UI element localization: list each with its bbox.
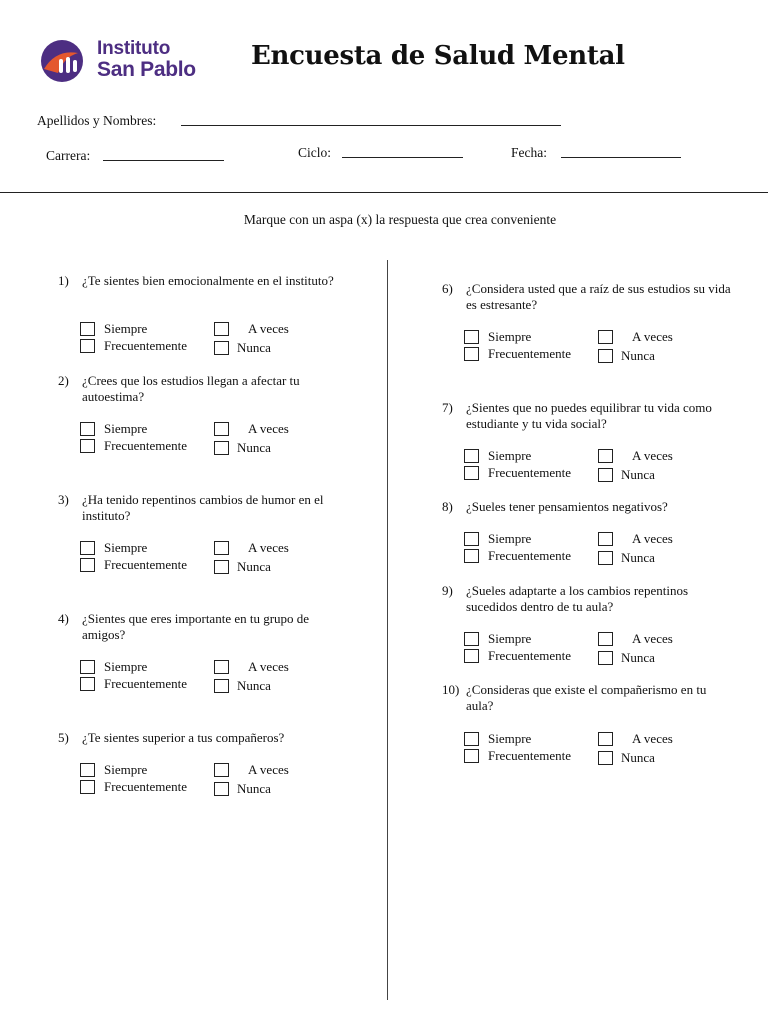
a-veces-checkbox[interactable] <box>598 449 613 463</box>
a-veces-label: A veces <box>248 540 289 555</box>
siempre-checkbox[interactable] <box>80 763 95 777</box>
nunca-label: Nunca <box>621 348 655 363</box>
question-number: 9) <box>442 583 453 598</box>
nunca-checkbox[interactable] <box>214 560 229 574</box>
question-number: 10) <box>442 682 460 697</box>
nunca-checkbox[interactable] <box>598 651 613 665</box>
siempre-label: Siempre <box>488 448 532 463</box>
frecuentemente-label: Frecuentemente <box>488 748 572 763</box>
siempre-label: Siempre <box>104 659 148 674</box>
a-veces-checkbox[interactable] <box>598 532 613 546</box>
nunca-label: Nunca <box>237 781 271 796</box>
nunca-checkbox[interactable] <box>598 751 613 765</box>
siempre-checkbox[interactable] <box>80 322 95 336</box>
question-number: 8) <box>442 499 453 514</box>
question-text: ¿Sueles adaptarte a los cambios repentinos sucedidos dentro de tu aula? <box>466 583 689 614</box>
instituto-san-pablo-logo-icon <box>38 39 86 83</box>
a-veces-checkbox[interactable] <box>214 660 229 674</box>
logo-text-line1: Instituto <box>97 38 171 59</box>
siempre-checkbox[interactable] <box>464 732 479 746</box>
siempre-label: Siempre <box>104 762 148 777</box>
a-veces-label: A veces <box>248 421 289 436</box>
logo-text-line2: San Pablo <box>97 58 196 81</box>
nunca-checkbox[interactable] <box>598 349 613 363</box>
question-number: 5) <box>58 730 69 745</box>
frecuentemente-checkbox[interactable] <box>464 347 479 361</box>
question-text: ¿Considera usted que a raíz de sus estudios su vida es estresante? <box>466 281 731 312</box>
siempre-label: Siempre <box>104 421 148 436</box>
fecha-field[interactable] <box>561 157 681 158</box>
question-number: 2) <box>58 373 69 388</box>
a-veces-checkbox[interactable] <box>214 541 229 555</box>
nunca-label: Nunca <box>237 440 271 455</box>
siempre-checkbox[interactable] <box>464 449 479 463</box>
siempre-checkbox[interactable] <box>464 532 479 546</box>
question-number: 1) <box>58 273 69 288</box>
question-text: ¿Sueles tener pensamientos negativos? <box>466 499 668 514</box>
siempre-label: Siempre <box>488 531 532 546</box>
question-text: ¿Crees que los estudios llegan a afectar tu autoestima? <box>82 373 300 404</box>
frecuentemente-label: Frecuentemente <box>104 438 188 453</box>
nunca-label: Nunca <box>237 678 271 693</box>
frecuentemente-checkbox[interactable] <box>464 749 479 763</box>
carrera-field[interactable] <box>103 160 224 161</box>
nunca-label: Nunca <box>621 750 655 765</box>
frecuentemente-label: Frecuentemente <box>488 346 572 361</box>
frecuentemente-checkbox[interactable] <box>80 780 95 794</box>
ciclo-field[interactable] <box>342 157 463 158</box>
a-veces-label: A veces <box>632 631 673 646</box>
a-veces-checkbox[interactable] <box>598 732 613 746</box>
nunca-label: Nunca <box>621 550 655 565</box>
question-number: 6) <box>442 281 453 296</box>
frecuentemente-checkbox[interactable] <box>464 649 479 663</box>
question-text: ¿Sientes que no puedes equilibrar tu vida como estudiante y tu vida social? <box>466 400 712 431</box>
question-text: ¿Te sientes bien emocionalmente en el instituto? <box>82 273 334 288</box>
a-veces-checkbox[interactable] <box>214 322 229 336</box>
siempre-checkbox[interactable] <box>80 422 95 436</box>
nunca-label: Nunca <box>621 650 655 665</box>
a-veces-checkbox[interactable] <box>214 763 229 777</box>
siempre-checkbox[interactable] <box>464 330 479 344</box>
question-text: ¿Consideras que existe el compañerismo en tu aula? <box>466 682 707 713</box>
siempre-label: Siempre <box>488 731 532 746</box>
a-veces-label: A veces <box>632 329 673 344</box>
ciclo-label: Ciclo: <box>298 145 331 160</box>
column-divider <box>387 260 388 1000</box>
carrera-label: Carrera: <box>46 148 91 163</box>
siempre-checkbox[interactable] <box>80 660 95 674</box>
a-veces-label: A veces <box>632 531 673 546</box>
nunca-checkbox[interactable] <box>598 551 613 565</box>
question-number: 4) <box>58 611 69 626</box>
siempre-checkbox[interactable] <box>80 541 95 555</box>
header-divider <box>0 192 768 193</box>
question-text: ¿Te sientes superior a tus compañeros? <box>82 730 285 745</box>
nunca-checkbox[interactable] <box>214 341 229 355</box>
a-veces-label: A veces <box>248 659 289 674</box>
nunca-checkbox[interactable] <box>598 468 613 482</box>
name-label: Apellidos y Nombres: <box>37 113 157 128</box>
frecuentemente-label: Frecuentemente <box>488 465 572 480</box>
fecha-label: Fecha: <box>511 145 547 160</box>
frecuentemente-label: Frecuentemente <box>488 648 572 663</box>
question-text: ¿Ha tenido repentinos cambios de humor en el instituto? <box>82 492 324 523</box>
question-number: 7) <box>442 400 453 415</box>
frecuentemente-checkbox[interactable] <box>464 549 479 563</box>
a-veces-checkbox[interactable] <box>598 330 613 344</box>
nunca-label: Nunca <box>237 340 271 355</box>
a-veces-label: A veces <box>248 762 289 777</box>
siempre-checkbox[interactable] <box>464 632 479 646</box>
name-field[interactable] <box>181 125 561 126</box>
frecuentemente-label: Frecuentemente <box>488 548 572 563</box>
nunca-label: Nunca <box>237 559 271 574</box>
frecuentemente-checkbox[interactable] <box>80 339 95 353</box>
instructions: Marque con un aspa (x) la respuesta que crea conveniente <box>243 212 557 227</box>
frecuentemente-label: Frecuentemente <box>104 676 188 691</box>
siempre-label: Siempre <box>104 540 148 555</box>
frecuentemente-checkbox[interactable] <box>464 466 479 480</box>
frecuentemente-label: Frecuentemente <box>104 557 188 572</box>
frecuentemente-label: Frecuentemente <box>104 338 188 353</box>
page-title: Encuesta de Salud Mental <box>251 41 625 71</box>
nunca-checkbox[interactable] <box>214 441 229 455</box>
a-veces-label: A veces <box>632 448 673 463</box>
frecuentemente-checkbox[interactable] <box>80 439 95 453</box>
a-veces-label: A veces <box>632 731 673 746</box>
nunca-checkbox[interactable] <box>214 782 229 796</box>
question-text: ¿Sientes que eres importante en tu grupo de amigos? <box>82 611 310 642</box>
nunca-label: Nunca <box>621 467 655 482</box>
a-veces-checkbox[interactable] <box>214 422 229 436</box>
question-number: 3) <box>58 492 69 507</box>
a-veces-label: A veces <box>248 321 289 336</box>
frecuentemente-checkbox[interactable] <box>80 558 95 572</box>
siempre-label: Siempre <box>104 321 148 336</box>
frecuentemente-checkbox[interactable] <box>80 677 95 691</box>
siempre-label: Siempre <box>488 329 532 344</box>
frecuentemente-label: Frecuentemente <box>104 779 188 794</box>
nunca-checkbox[interactable] <box>214 679 229 693</box>
siempre-label: Siempre <box>488 631 532 646</box>
a-veces-checkbox[interactable] <box>598 632 613 646</box>
